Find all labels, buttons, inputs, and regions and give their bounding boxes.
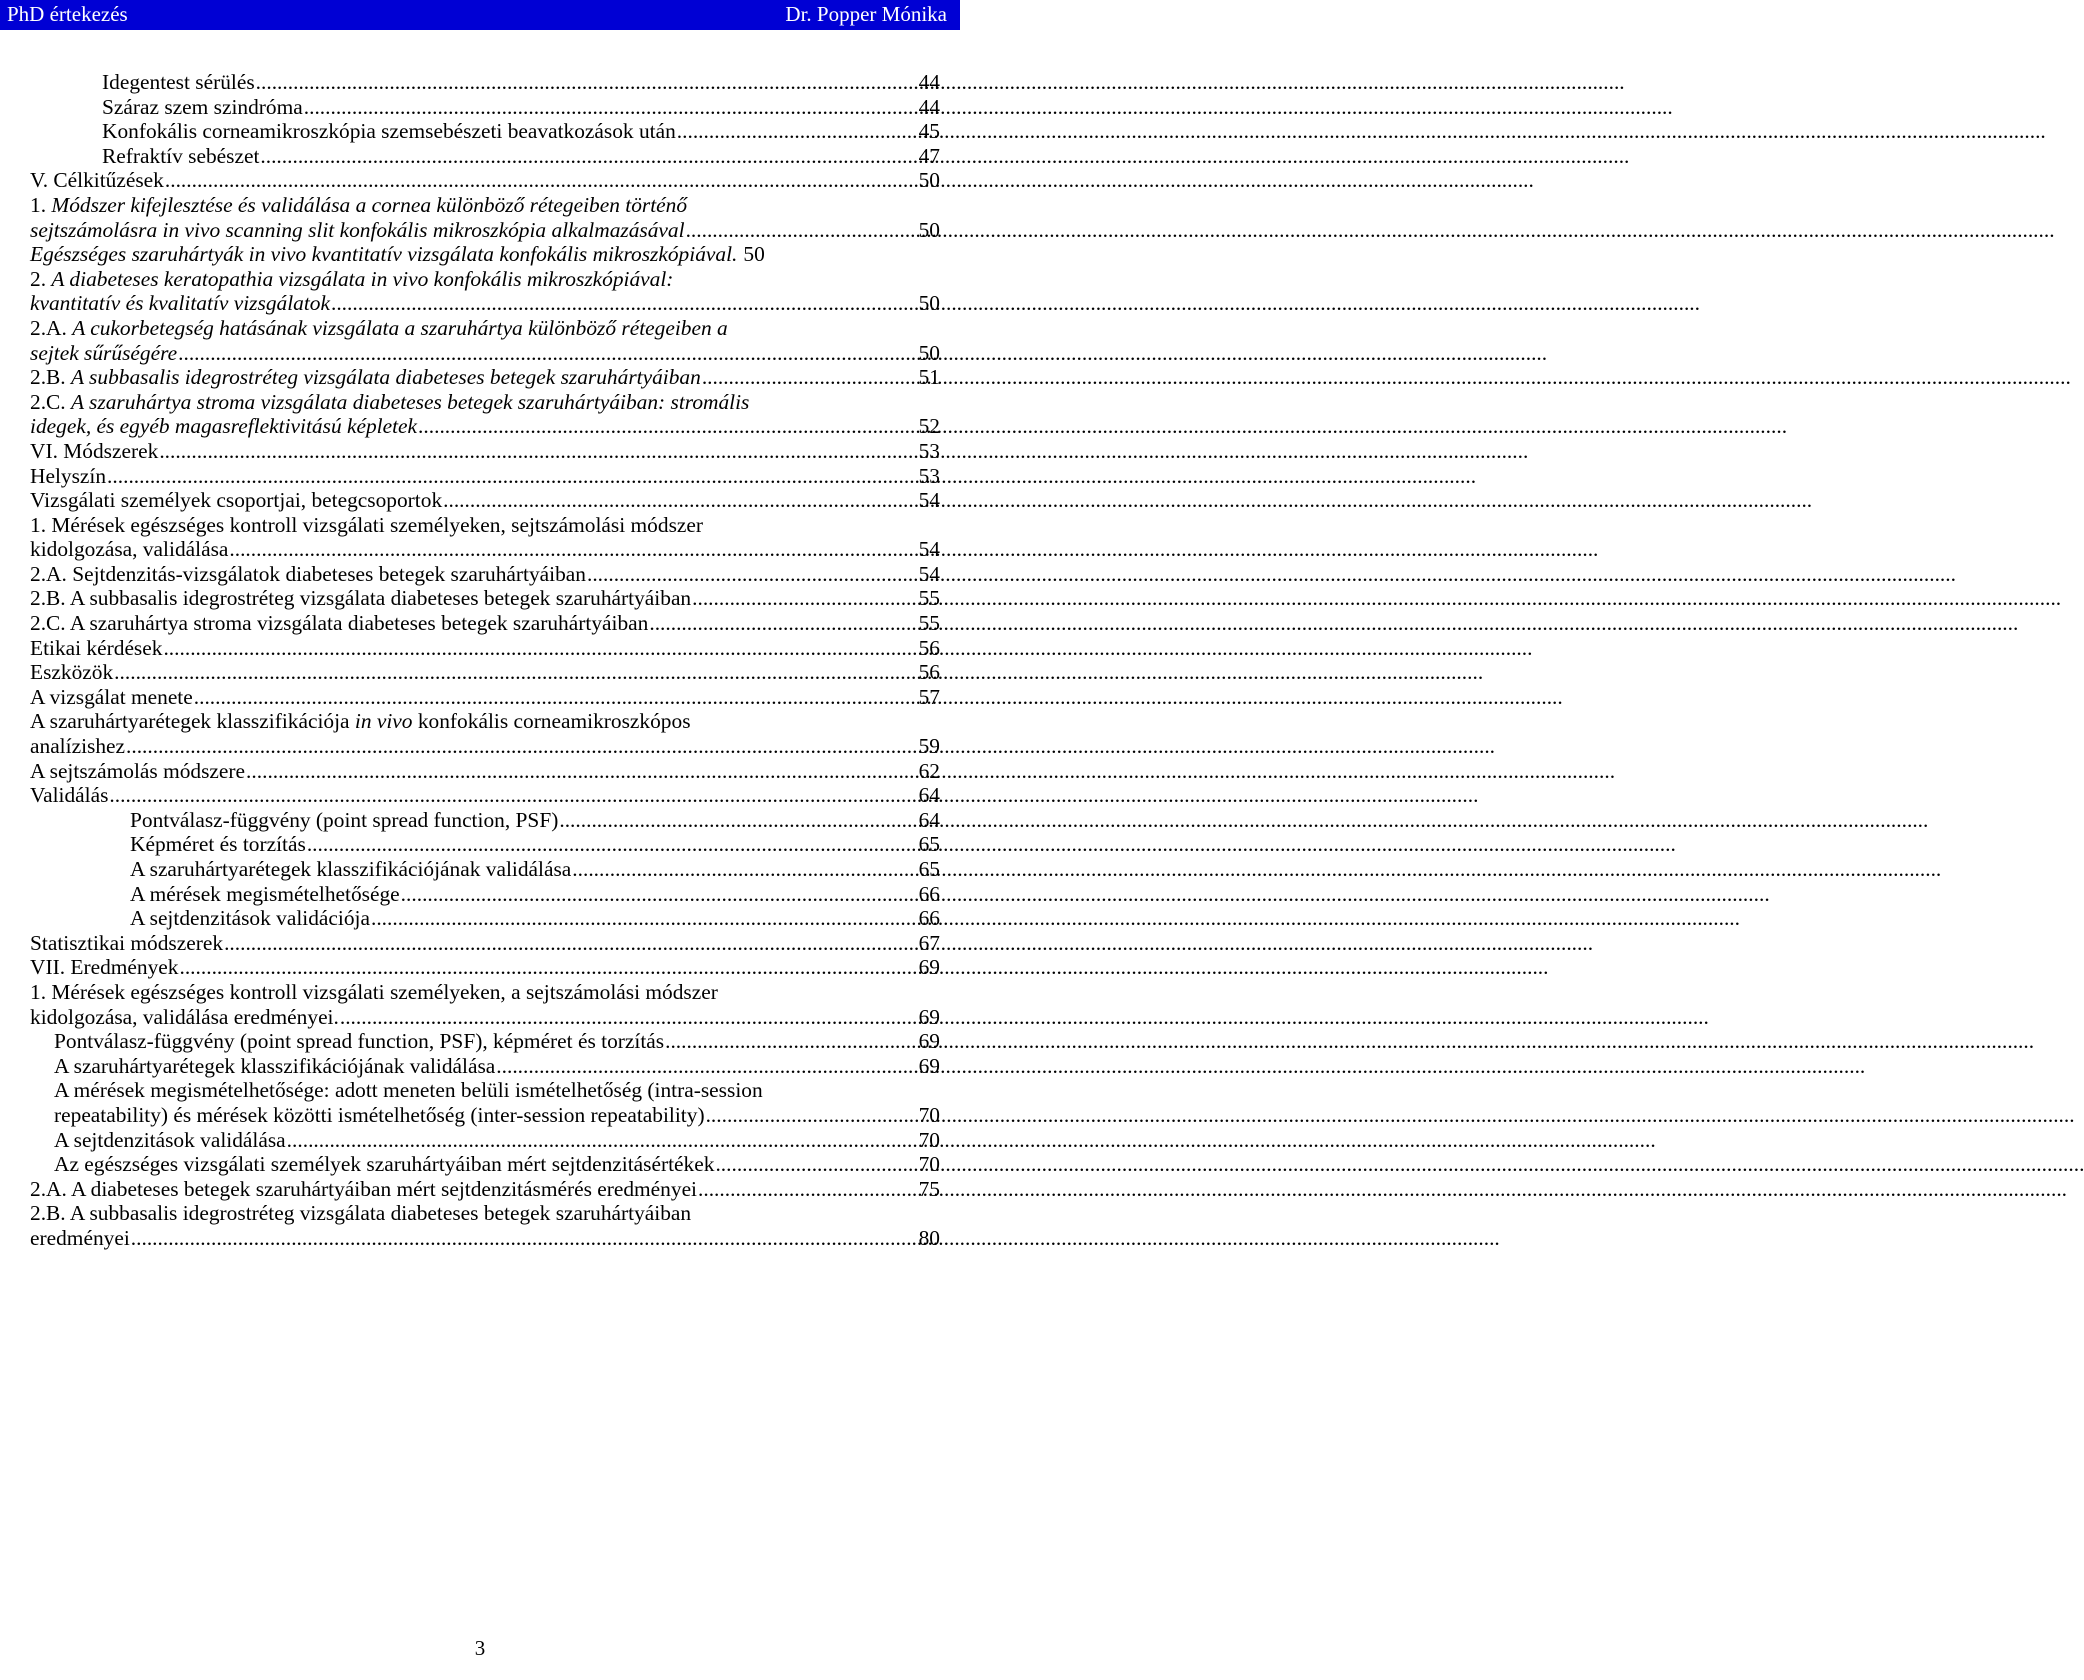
- toc-entry[interactable]: VII. Eredmények ..... 69: [30, 955, 940, 980]
- page-header: [0, 0, 960, 30]
- toc-entry[interactable]: Etikai kérdések ..... 56: [30, 636, 940, 661]
- header-left: PhD értekezés: [7, 2, 128, 26]
- toc-entry[interactable]: Eszközök ..... 56: [30, 660, 940, 685]
- header-right: Dr. Popper Mónika: [785, 2, 947, 26]
- toc-entry[interactable]: 1. Mérések egészséges kontroll vizsgálati személyeken, a sejtszámolási módszer kidolgozása, validálása eredményei. ..... 69: [30, 980, 940, 1029]
- toc-entry[interactable]: A mérések megismételhetősége: adott meneten belüli ismételhetőség (intra-session repeatability) és mérések közötti ismételhetőség (inter-session repeatability) ..... 70: [30, 1078, 940, 1127]
- toc-entry[interactable]: A vizsgálat menete ..... 57: [30, 685, 940, 710]
- toc-entry[interactable]: 2.B. A subbasalis idegrostréteg vizsgálata diabeteses betegek szaruhártyáiban ..... 55: [30, 586, 940, 611]
- toc-entry[interactable]: 2.A. A cukorbetegség hatásának vizsgálata a szaruhártya különböző rétegeiben a sejtek sűrűségére ..... 50: [30, 316, 940, 365]
- toc-entry[interactable]: Vizsgálati személyek csoportjai, betegcsoportok ..... 54: [30, 488, 940, 513]
- toc-entry[interactable]: Validálás ..... 64: [30, 783, 940, 808]
- toc-entry[interactable]: A sejtdenzitások validálása ..... 70: [30, 1128, 940, 1153]
- toc-entry[interactable]: A szaruhártyarétegek klasszifikációjának validálása ..... 65: [30, 857, 940, 882]
- toc-entry[interactable]: A szaruhártyarétegek klasszifikációjának validálása ..... 69: [30, 1054, 940, 1079]
- toc-entry[interactable]: Egészséges szaruhártyák in vivo kvantitatív vizsgálata konfokális mikroszkópiával. 50: [30, 242, 765, 267]
- toc-entry[interactable]: Idegentest sérülés ..... 44: [30, 70, 940, 95]
- toc-entry[interactable]: 2.B. A subbasalis idegrostréteg vizsgálata diabeteses betegek szaruhártyáiban eredményei ..... 80: [30, 1201, 940, 1250]
- toc-entry[interactable]: Pontválasz-függvény (point spread function, PSF), képméret és torzítás ..... 69: [30, 1029, 940, 1054]
- toc-entry[interactable]: 2.C. A szaruhártya stroma vizsgálata diabeteses betegek szaruhártyáiban ..... 55: [30, 611, 940, 636]
- toc-entry[interactable]: Az egészséges vizsgálati személyek szaruhártyáiban mért sejtdenzitásértékek ..... 70: [30, 1152, 940, 1177]
- toc-entry[interactable]: A szaruhártyarétegek klasszifikációja in vivo konfokális corneamikroszkópos analízishez ..... 59: [30, 709, 940, 758]
- toc-entry[interactable]: Refraktív sebészet ..... 47: [30, 144, 940, 169]
- toc-entry[interactable]: V. Célkitűzések ..... 50: [30, 168, 940, 193]
- toc-entry[interactable]: A sejtdenzitások validációja ..... 66: [30, 906, 940, 931]
- toc-entry[interactable]: 1. Módszer kifejlesztése és validálása a cornea különböző rétegeiben történő sejtszámolásra in vivo scanning slit konfokális mikroszkópia alkalmazásával ..... 50: [30, 193, 940, 242]
- toc-entry[interactable]: Statisztikai módszerek ..... 67: [30, 931, 940, 956]
- toc-entry[interactable]: Képméret és torzítás ..... 65: [30, 832, 940, 857]
- toc-entry[interactable]: Pontválasz-függvény (point spread function, PSF) ..... 64: [30, 808, 940, 833]
- toc-entry[interactable]: Helyszín ..... 53: [30, 464, 940, 489]
- toc-entry[interactable]: Száraz szem szindróma ..... 44: [30, 95, 940, 120]
- toc-entry[interactable]: A mérések megismételhetősége ..... 66: [30, 882, 940, 907]
- toc-entry[interactable]: 2. A diabeteses keratopathia vizsgálata in vivo konfokális mikroszkópiával: kvantitatív és kvalitatív vizsgálatok ..... 50: [30, 267, 940, 316]
- toc-entry[interactable]: 2.A. A diabeteses betegek szaruhártyáiban mért sejtdenzitásmérés eredményei ..... 75: [30, 1177, 940, 1202]
- table-of-contents: [30, 70, 940, 1251]
- toc-entry[interactable]: Konfokális corneamikroszkópia szemsebészeti beavatkozások után ..... 45: [30, 119, 940, 144]
- toc-entry[interactable]: 1. Mérések egészséges kontroll vizsgálati személyeken, sejtszámolási módszer kidolgozása, validálása ..... 54: [30, 513, 940, 562]
- toc-entry[interactable]: A sejtszámolás módszere ..... 62: [30, 759, 940, 784]
- toc-entry[interactable]: VI. Módszerek ..... 53: [30, 439, 940, 464]
- toc-entry[interactable]: 2.C. A szaruhártya stroma vizsgálata diabeteses betegek szaruhártyáiban: stromális idegek, és egyéb magasreflektivitású képletek ..... 52: [30, 390, 940, 439]
- toc-entry[interactable]: 2.B. A subbasalis idegrostréteg vizsgálata diabeteses betegek szaruhártyáiban ..... 51: [30, 365, 940, 390]
- page-number: 3: [474, 1636, 486, 1660]
- toc-entry[interactable]: 2.A. Sejtdenzitás-vizsgálatok diabeteses betegek szaruhártyáiban ..... 54: [30, 562, 940, 587]
